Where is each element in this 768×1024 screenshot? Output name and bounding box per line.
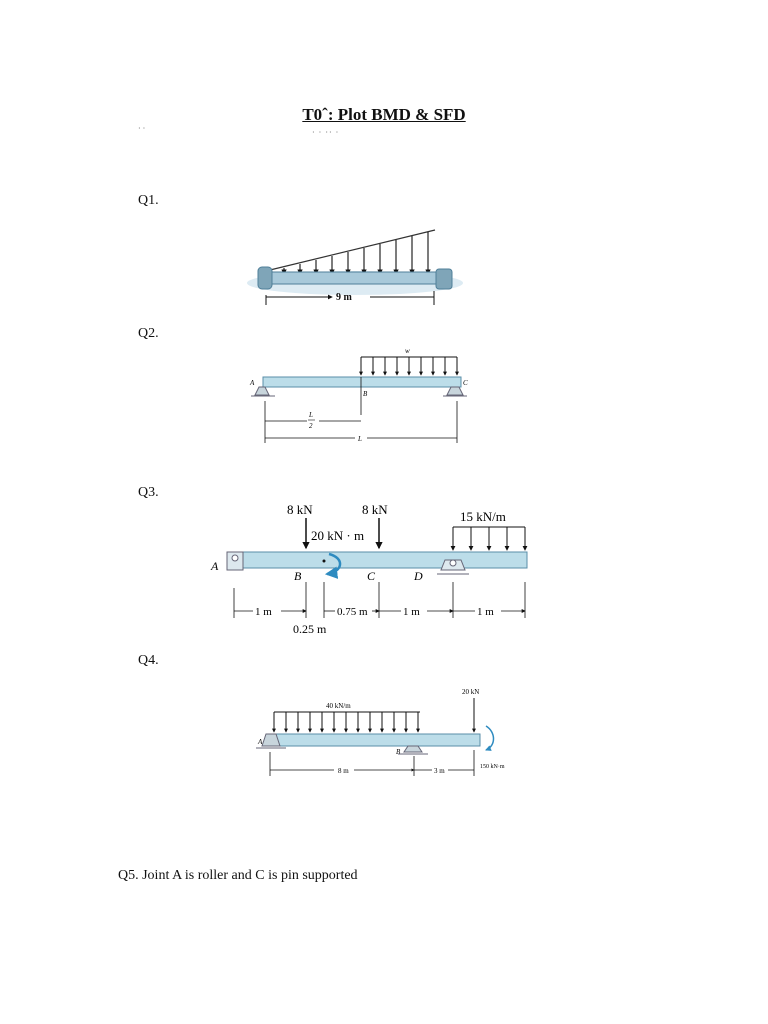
q2-load-label: w bbox=[405, 347, 410, 355]
q4-moment-label: 150 kN·m bbox=[480, 764, 505, 770]
q1-load-arrows bbox=[284, 232, 428, 274]
q1-fixed-support bbox=[258, 267, 272, 289]
q2-point-c: C bbox=[463, 379, 468, 387]
q3-dim-3: 1 m bbox=[403, 606, 420, 618]
question-2-label: Q2. bbox=[138, 326, 159, 341]
q1-beam-figure bbox=[240, 225, 470, 310]
q2-half-denominator: 2 bbox=[309, 422, 313, 430]
q2-load-arrows bbox=[361, 357, 457, 375]
q1-beam bbox=[262, 272, 452, 284]
q4-moment-arrow bbox=[486, 726, 494, 750]
question-4-label: Q4. bbox=[138, 653, 159, 668]
q3-dim-5: 0.25 m bbox=[293, 622, 327, 636]
left-tick-mark: · · bbox=[138, 124, 146, 133]
q3-beam-figure bbox=[205, 500, 535, 640]
q2-beam-figure bbox=[245, 345, 485, 455]
q2-pin-support-a bbox=[251, 387, 275, 396]
q3-point-a: A bbox=[211, 559, 219, 573]
q3-distributed-load-arrows bbox=[453, 527, 525, 550]
q3-beam bbox=[227, 552, 527, 568]
q3-dim-2: 0.75 m bbox=[337, 606, 368, 618]
q3-distributed-load-label: 15 kN/m bbox=[460, 509, 506, 524]
q3-point-b: B bbox=[294, 569, 302, 583]
q4-span-1: 8 m bbox=[338, 767, 349, 775]
q4-span-2: 3 m bbox=[434, 767, 445, 775]
q4-beam bbox=[270, 734, 480, 746]
q4-point-a: A bbox=[258, 738, 263, 746]
q4-distributed-load-label: 40 kN/m bbox=[326, 702, 351, 710]
q3-dim-1: 1 m bbox=[255, 606, 272, 618]
q1-load-envelope bbox=[270, 230, 435, 270]
question-1-label: Q1. bbox=[138, 193, 159, 208]
q4-point-b: B bbox=[396, 748, 401, 756]
q2-span-label: L bbox=[358, 435, 362, 443]
question-5-label: Q5. Joint A is roller and C is pin supported bbox=[118, 868, 358, 883]
q3-point-c: C bbox=[367, 569, 376, 583]
q3-pin-support-a bbox=[227, 552, 243, 570]
q2-beam bbox=[263, 377, 461, 387]
q3-point-d: D bbox=[414, 569, 423, 583]
q2-point-a: A bbox=[250, 379, 255, 387]
q1-span-label: 9 m bbox=[336, 292, 352, 303]
q4-point-load-label: 20 kN bbox=[462, 688, 480, 696]
q3-load-1: 8 kN bbox=[287, 502, 313, 517]
page-title: T0ˆ: Plot BMD & SFD bbox=[302, 105, 466, 124]
q4-roller-support-b bbox=[398, 746, 428, 754]
q2-roller-support-c bbox=[443, 387, 467, 396]
q2-half-numerator: L bbox=[309, 411, 313, 419]
q3-load-2: 8 kN bbox=[362, 502, 388, 517]
q1-end-support bbox=[436, 269, 452, 289]
question-3-label: Q3. bbox=[138, 485, 159, 500]
q4-distributed-load-arrows bbox=[274, 712, 418, 732]
header-fragment: · · ·· · bbox=[312, 128, 340, 137]
q2-point-b: B bbox=[363, 390, 368, 398]
q4-beam-figure bbox=[250, 682, 540, 782]
q3-dim-4: 1 m bbox=[477, 606, 494, 618]
q3-moment-label: 20 kN · m bbox=[311, 528, 365, 543]
